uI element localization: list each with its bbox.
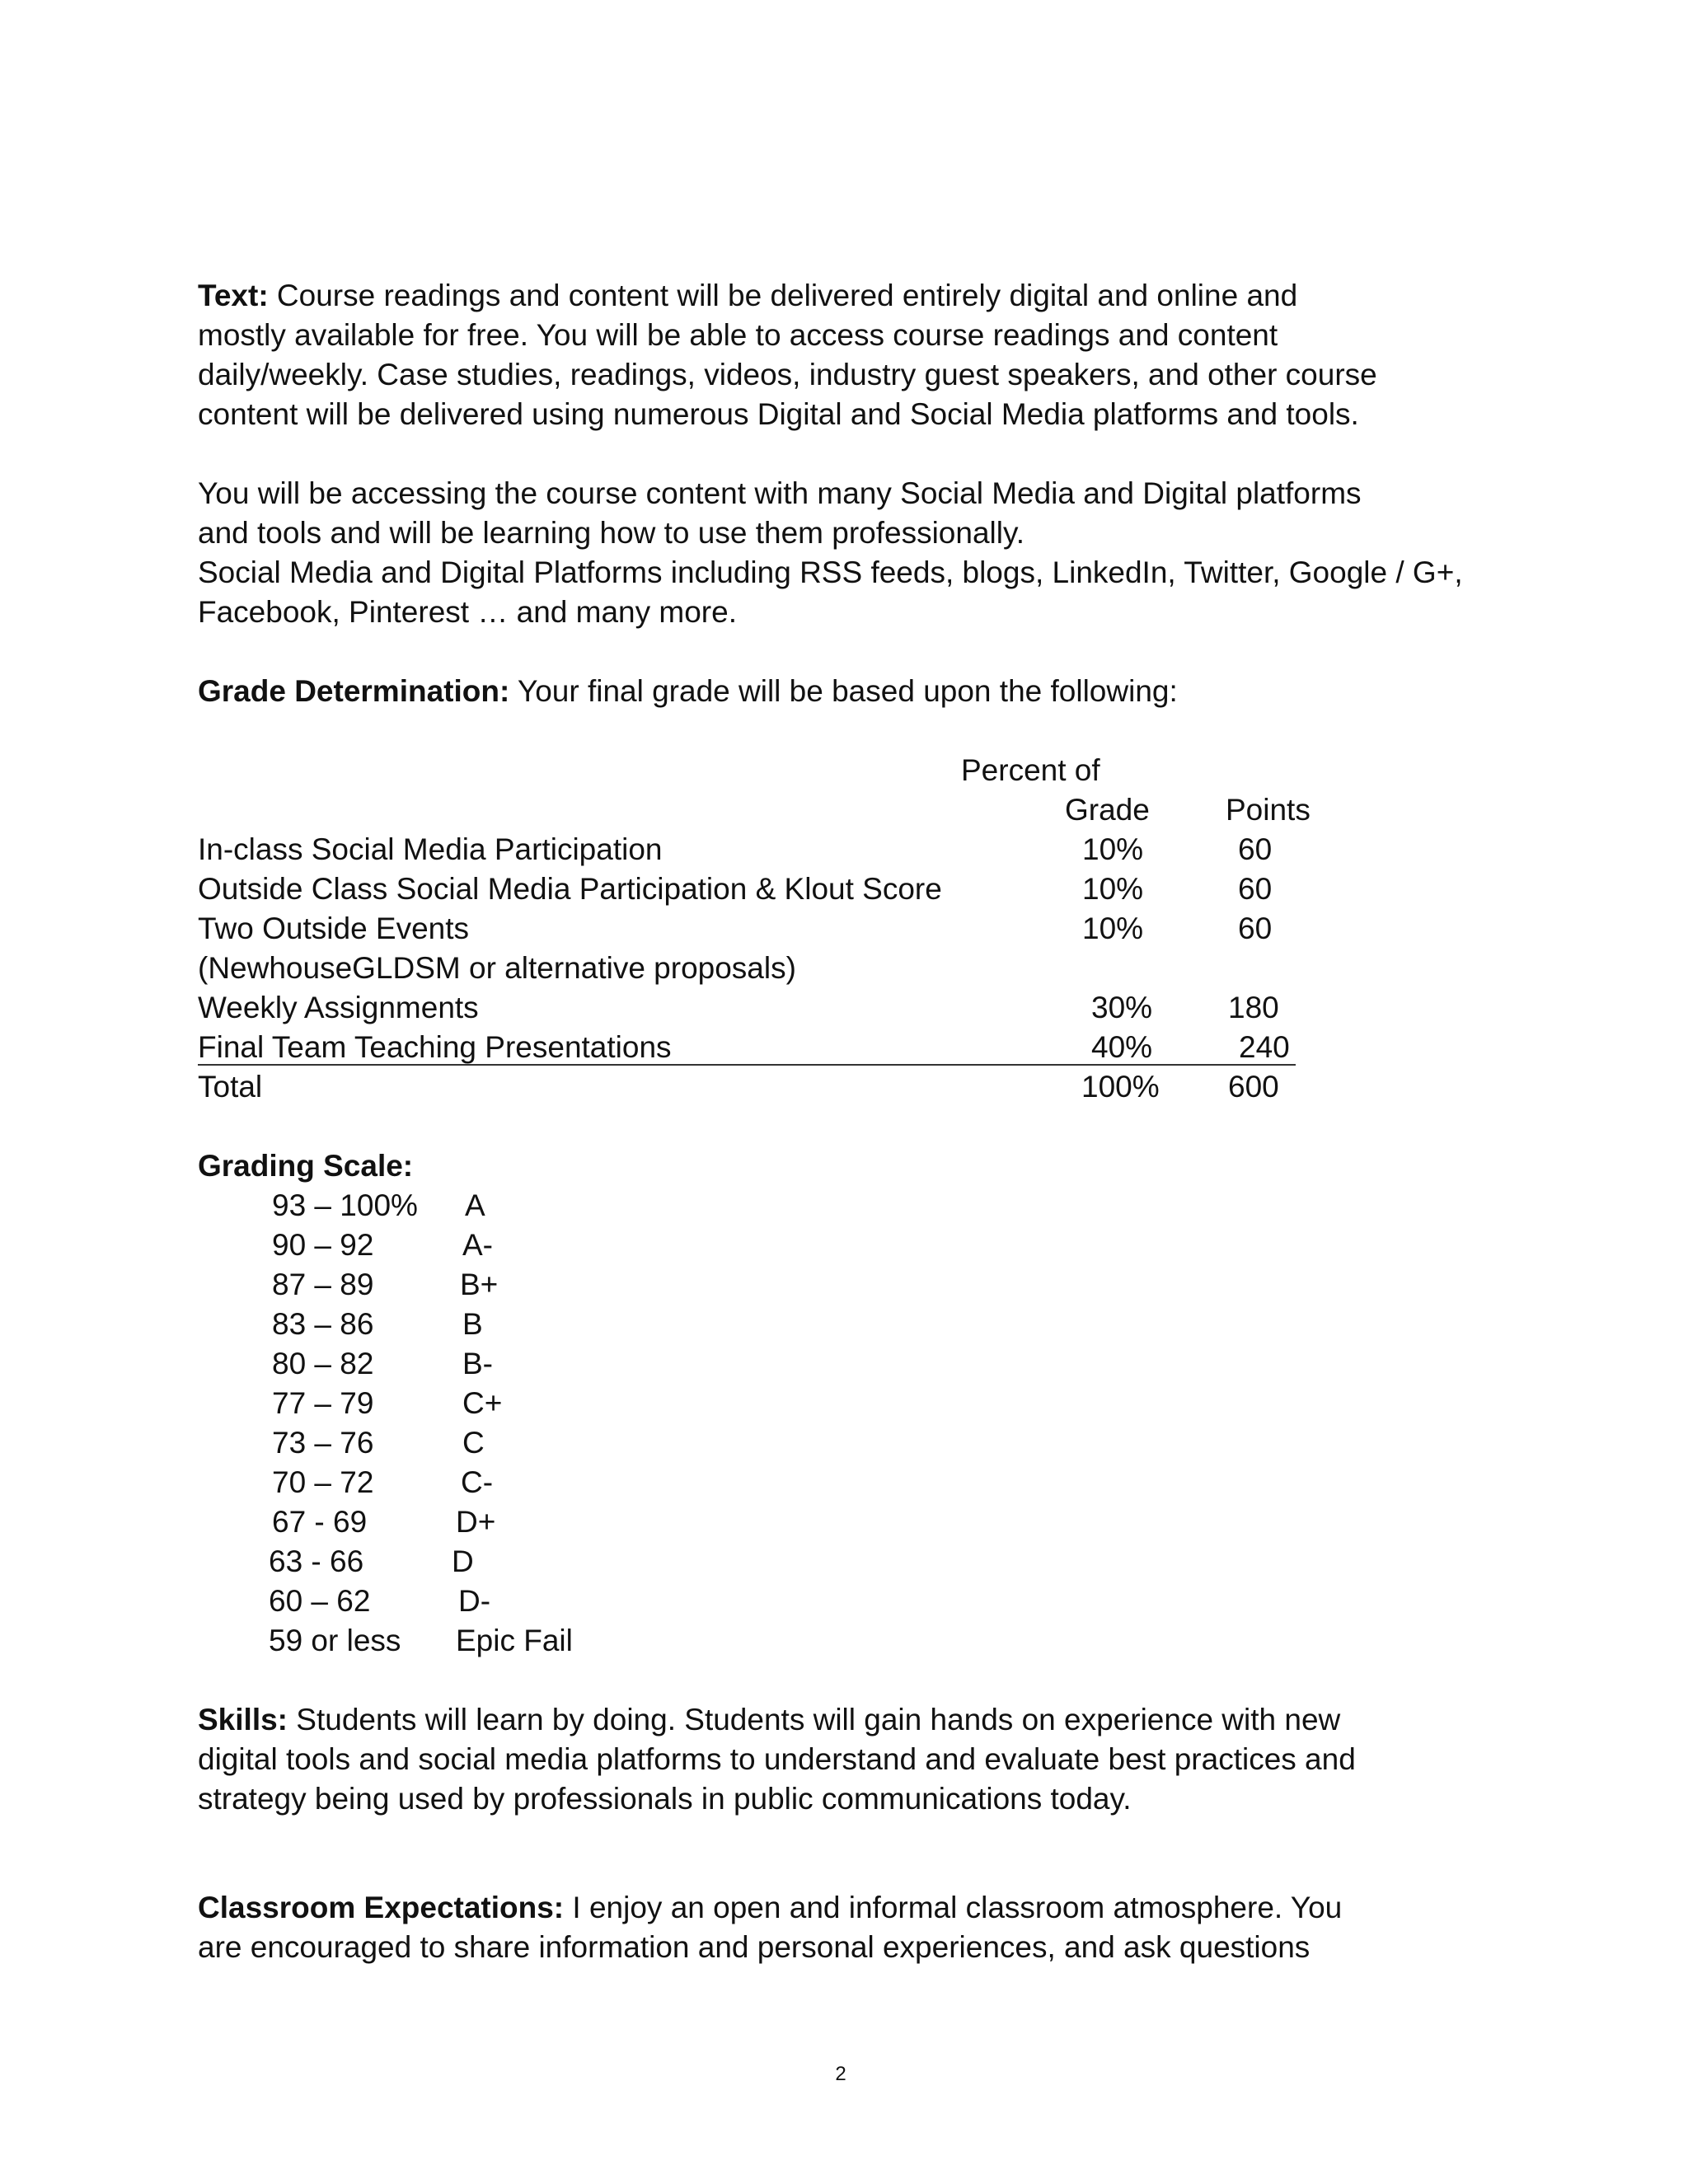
scale-range-1: 93 – 100% (272, 1188, 418, 1222)
grade-determination-heading: Grade Determination: (198, 674, 510, 708)
scale-range-7: 73 – 76 (272, 1426, 374, 1460)
page-number: 2 (835, 2063, 846, 2085)
scale-range-3: 87 – 89 (272, 1268, 374, 1301)
scale-grade-9: D+ (456, 1505, 496, 1539)
scale-grade-5: B- (462, 1347, 493, 1380)
table-row-total-points: 600 (1228, 1070, 1279, 1104)
table-header-percent-line1: Percent of (961, 753, 1100, 787)
table-row-2-item: Outside Class Social Media Participation & Klout Score (198, 872, 942, 906)
table-row-1-percent: 10% (1082, 832, 1144, 866)
scale-grade-7: C (462, 1426, 485, 1460)
grading-scale-heading: Grading Scale: (198, 1149, 414, 1183)
table-row-3-item: Two Outside Events (198, 912, 470, 945)
skills-line-1-body: Students will learn by doing. Students will gain hands on experience with new (288, 1703, 1341, 1736)
classroom-line-1-body: I enjoy an open and informal classroom atmosphere. You (564, 1891, 1343, 1924)
scale-grade-4: B (462, 1307, 483, 1341)
scale-grade-10: D (452, 1544, 474, 1578)
text-section-line-1 (198, 276, 1297, 316)
table-row-6-item: Final Team Teaching Presentations (198, 1030, 672, 1064)
table-row-2-percent: 10% (1082, 872, 1144, 906)
access-line-2: and tools and will be learning how to use them professionally. (198, 516, 1025, 550)
table-row-5-item: Weekly Assignments (198, 991, 479, 1024)
skills-line-3: strategy being used by professionals in public communications today. (198, 1782, 1132, 1816)
table-row-4-item: (NewhouseGLDSM or alternative proposals) (198, 951, 796, 985)
grade-determination (198, 672, 1178, 711)
scale-grade-11: D- (458, 1584, 491, 1618)
classroom-line-1 (198, 1888, 1342, 1928)
text-section-line-2: mostly available for free. You will be able to access course readings and content (198, 318, 1278, 352)
text-section-heading: Text: (198, 279, 269, 312)
table-row-6-points: 240 (1239, 1030, 1290, 1064)
scale-grade-1: A (465, 1188, 485, 1222)
scale-grade-8: C- (461, 1465, 494, 1499)
scale-range-8: 70 – 72 (272, 1465, 374, 1499)
grade-determination-text: Your final grade will be based upon the following: (509, 674, 1178, 708)
text-section-line-1-body: Course readings and content will be delivered entirely digital and online and (268, 279, 1298, 312)
classroom-heading: Classroom Expectations: (198, 1891, 565, 1924)
scale-range-5: 80 – 82 (272, 1347, 374, 1380)
scale-range-2: 90 – 92 (272, 1228, 374, 1262)
scale-range-4: 83 – 86 (272, 1307, 374, 1341)
scale-grade-12: Epic Fail (456, 1624, 573, 1657)
skills-heading: Skills: (198, 1703, 288, 1736)
scale-range-9: 67 - 69 (272, 1505, 368, 1539)
table-row-3-points: 60 (1238, 912, 1273, 945)
access-line-1: You will be accessing the course content with many Social Media and Digital platforms (198, 476, 1362, 510)
scale-grade-6: C+ (462, 1386, 503, 1420)
table-row-5-points: 180 (1228, 991, 1279, 1024)
table-row-2-points: 60 (1238, 872, 1273, 906)
table-row-1-points: 60 (1238, 832, 1273, 866)
skills-line-2: digital tools and social media platforms to understand and evaluate best practices and (198, 1742, 1356, 1776)
table-header-points: Points (1226, 793, 1311, 827)
scale-grade-3: B+ (460, 1268, 499, 1301)
skills-line-1 (198, 1700, 1340, 1740)
table-row-total-item: Total (198, 1070, 263, 1104)
table-row-6-percent: 40% (1091, 1030, 1153, 1064)
table-total-rule (198, 1064, 1296, 1066)
access-line-3: Social Media and Digital Platforms including RSS feeds, blogs, LinkedIn, Twitter, Google / G+, (198, 555, 1463, 589)
table-row-3-percent: 10% (1082, 912, 1144, 945)
scale-range-12: 59 or less (269, 1624, 401, 1657)
access-line-4: Facebook, Pinterest … and many more. (198, 595, 737, 629)
scale-range-10: 63 - 66 (269, 1544, 364, 1578)
table-row-total-percent: 100% (1081, 1070, 1160, 1104)
classroom-line-2: are encouraged to share information and personal experiences, and ask questions (198, 1930, 1311, 1964)
scale-grade-2: A- (462, 1228, 493, 1262)
scale-range-11: 60 – 62 (269, 1584, 371, 1618)
text-section-line-4: content will be delivered using numerous Digital and Social Media platforms and tools. (198, 397, 1359, 431)
scale-range-6: 77 – 79 (272, 1386, 374, 1420)
table-header-percent-line2: Grade (1065, 793, 1150, 827)
table-row-1-item: In-class Social Media Participation (198, 832, 663, 866)
text-section-line-3: daily/weekly. Case studies, readings, videos, industry guest speakers, and other course (198, 358, 1377, 391)
table-row-5-percent: 30% (1091, 991, 1153, 1024)
